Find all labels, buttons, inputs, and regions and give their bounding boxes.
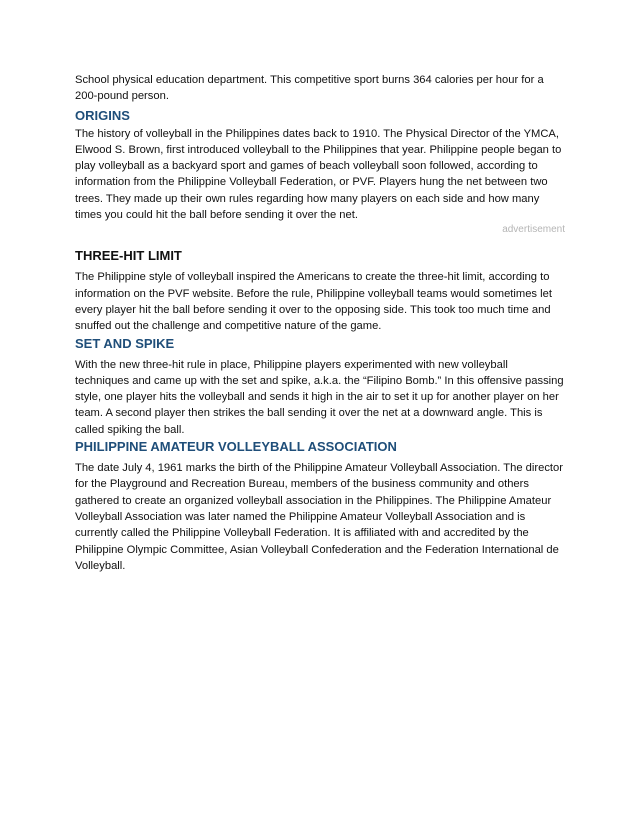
association-heading: PHILIPPINE AMATEUR VOLLEYBALL ASSOCIATION — [75, 439, 397, 455]
intro-paragraph: School physical education department. This competitive sport burns 364 calories per hour for a 200-pound person. — [75, 74, 544, 103]
association-paragraph: The date July 4, 1961 marks the birth of the Philippine Amateur Volleyball Association. The director for the Playground and Recreation Bureau, members of the business community and others gathered to create an organized volleyball association in the Philippines. The Philippine Amateur Volleyball Association was later named the Philippine Amateur Volleyball Association and is currently called the Philippine Volleyball Federation. It is affiliated with and accredited by the Philippine Olympic Committee, Asian Volleyball Confederation and the Federation International de Volleyball. — [75, 462, 563, 572]
three-hit-paragraph: The Philippine style of volleyball inspired the Americans to create the three-hit limit, according to information on the PVF website. Before the rule, Philippine volleyball teams would sometimes let every player hit the ball before sending it over to the opposing side. This took too much time and snuffed out the challenge and competitive nature of the game. — [75, 271, 552, 333]
set-spike-paragraph: With the new three-hit rule in place, Philippine players experimented with new volleyball techniques and came up with the set and spike, a.k.a. the “Filipino Bomb.” In this offensive passing style, one player hits the volleyball and sends it high in the air to set it up for another player on her team. A second player then strikes the ball sending it over the net at a downward angle. This is called spiking the ball. — [75, 358, 564, 436]
set-spike-heading: SET AND SPIKE — [75, 335, 175, 351]
origins-heading: ORIGINS — [75, 107, 130, 123]
origins-paragraph: The history of volleyball in the Philippines dates back to 1910. The Physical Director of the YMCA, Elwood S. Brown, first introduced volleyball to the Philippines that year. Philippine people began to play volleyball as a backyard sport and games of beach volleyball soon followed, according to information from the Philippine Volleyball Federation, or PVF. Players hung the net between two trees. They made up their own rules regarding how many players on each side and how many times you could hit the ball before sending it over the net. — [75, 127, 562, 222]
advertisement-label: advertisement — [502, 224, 565, 236]
document-page — [75, 72, 565, 574]
three-hit-heading: THREE-HIT LIMIT — [75, 248, 182, 264]
